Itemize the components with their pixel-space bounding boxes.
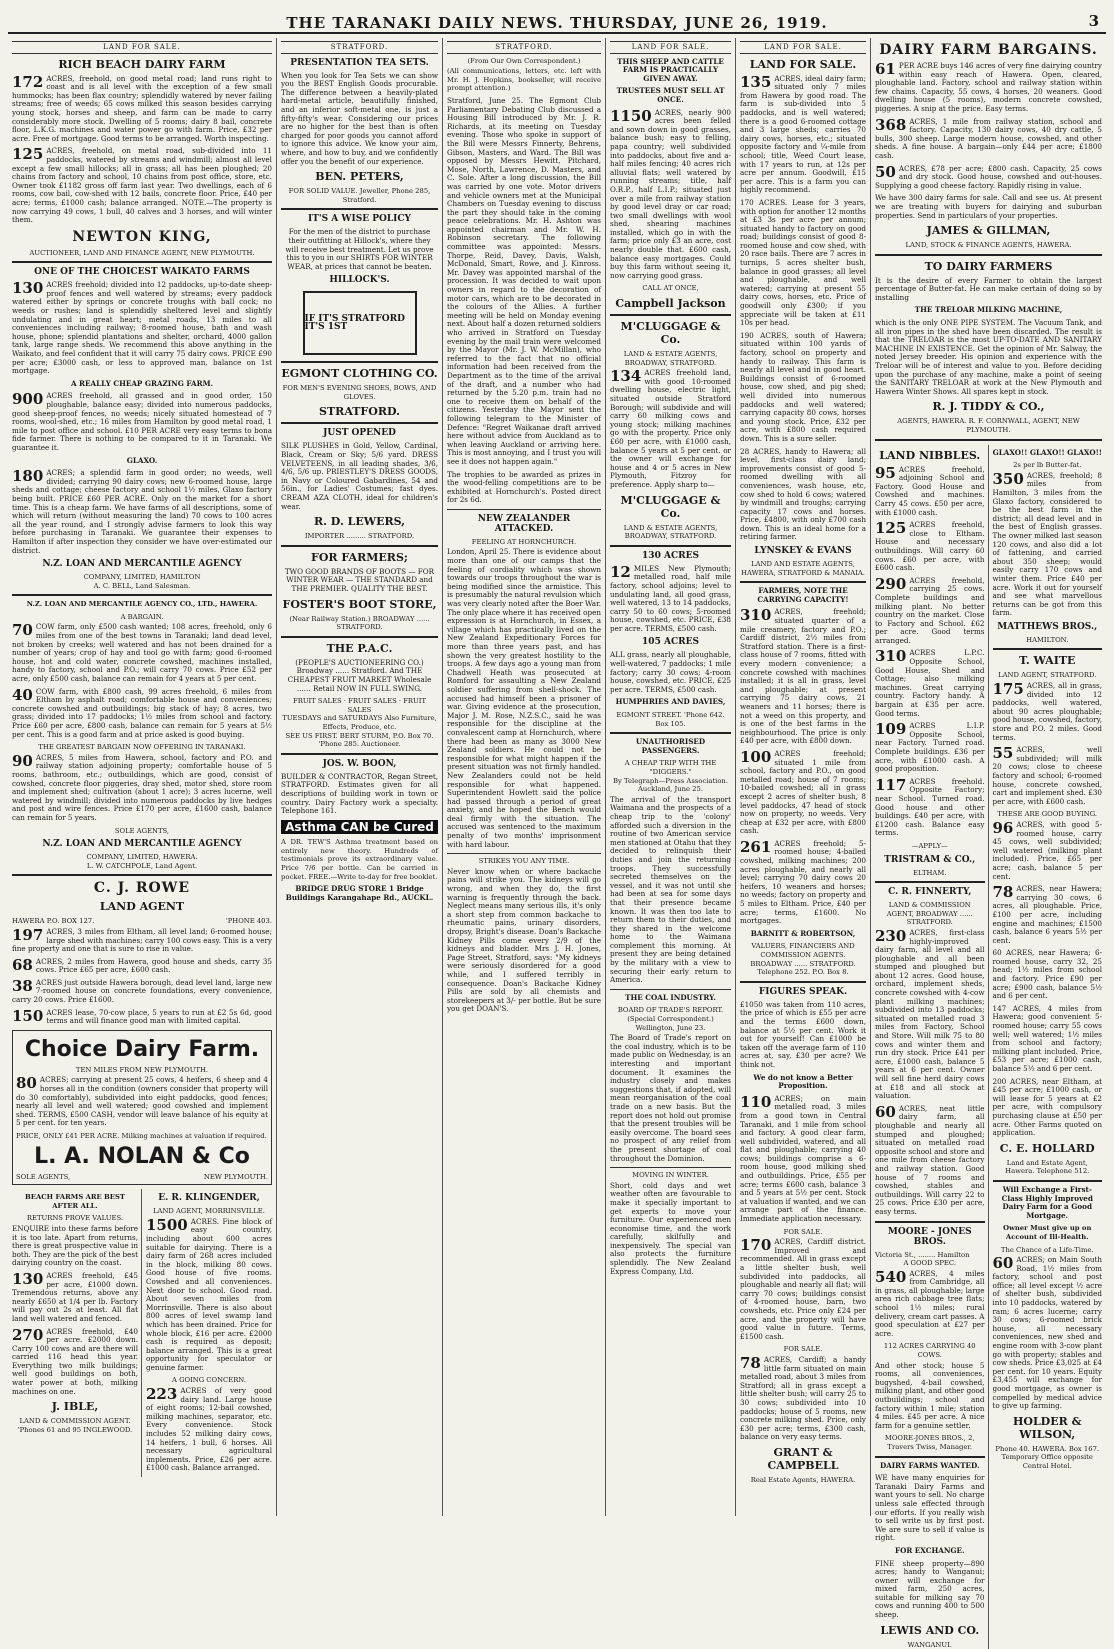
agent-name: M'CLUGGAGE & Co.	[620, 320, 721, 347]
ad-item: 70 COW farm, only £500 cash wanted; 108 acres, freehold, only 6 miles from one of the best towns in Taranaki; land dead level, not broken by creeks; well watered and has not been drained for a number of years; crop of hay and tool go with farm; good 6-roomed house, hot and cold water, concrete cowshed, machines installed, handy to factory, school and P.O.; will carry 70 cows. Price £52 per acre, only £500 cash, balance can remain for 4 years at 5 per cent.	[12, 621, 272, 684]
agent-name: R. J. TIDDY & CO.,	[932, 400, 1045, 414]
news-subhead: A CHEAP TRIP WITH THE "DIGGERS."	[624, 759, 717, 776]
ad-text: And other stock; house 5 rooms, all conveniences, bugyshed, 4-bail cowshed, milking plant, and other good outbuildings; school and factory within 1 mile; station 4 miles. £45 per acre. A nice farm for a genuine settler.	[875, 1360, 985, 1430]
ad-item: 310 ACRES L.P.C. Opposite School, Good House, Shed and Cottage; also milking machines. Great carrying country. Factory handy. A bargain at £35 per acre. Good terms.	[875, 647, 985, 718]
ad-item: 40 COW farm, with £800 cash, 99 acres freehold, 6 miles from Eltham by asphalt road; comfortable house and conveniences; concrete cowshed and outbuildings; big stack of hay; 8 acres, two grass; divided into 17 paddocks; 1½ miles from school and factory. Price £60 per acre, £800 cash, balance can remain for 5 years at 5½ per cent. This is a good farm and at price asked is good buying.	[12, 685, 272, 739]
ad-title: RICH BEACH DAIRY FARM	[58, 57, 226, 71]
section-heading: STRATFORD.	[281, 41, 438, 54]
ad-item: 80 ACRES; carrying at present 25 cows, 4 heifers, 6 sheep and 4 horses all in the condition (owners consider that property will do 30 comfortably), subdivided into eight paddocks, good fences; nearly all level and well watered; good cowshed and implement shed. TERMS, £500 CASH, vendor will leave balance of his equity at 5 per cent. for ten years.	[16, 1074, 268, 1128]
agent-name: R. D. LEWERS,	[314, 515, 405, 529]
section-heading: STRATFORD.	[447, 41, 601, 54]
ad-title: THE P.A.C.	[326, 641, 393, 655]
ad-text: £1050 was taken from 110 acres, the price of which is £55 per acre and the terms £600 down, balance at 5½ per cent. Work it out for yourself! Can £1000 be taken off the average farm of 110 acres at, say, £30 per acre? We think not.	[740, 999, 866, 1069]
sub-heading: THE TRELOAR MILKING MACHINE,	[914, 305, 1063, 315]
news-text: London, April 25. There is evidence about more than one of our camps that the feeling of cordiality which was shown towards our troops throughout the war is being modified since the armistice. This is presumably the natural revulsion which was very clearly noted after the Boer War. The only place where it has received open expression is at Hornchurch, in Essex, a village which has practically lived on the New Zealand Expeditionary Forces for more than three years past, and has shown the very greatest hostility to the troops. A few days ago a young man from Chadwell Heath was prosecuted at Romford for assaulting a New Zealand soldier suffering from shell-shock. The accused had himself been a prisoner of war. Giving evidence at the prosecution, Major J. M. Rose, N.Z.S.C., said he was responsible for the discipline at the convalescent camp at Hornchurch, where there had been as many as 3000 New Zealand soldiers. He could not be responsible for what might happen if the present situation was not firmly handled. New Zealanders could not be held responsible for what happened. Superintendent Howlett said the police had passed through a period of great anxiety, and he hoped the Bench would deal firmly with the situation. The accused was sentenced to the maximum penalty of two months' imprisonment with hard labour.	[447, 547, 601, 849]
agent-sub: WANGANUI.	[907, 1640, 952, 1649]
sub-heading: TEN MILES FROM NEW PLYMOUTH.	[75, 1065, 209, 1074]
news-text: The trophies to be awarded as prizes in the wood-felling competitions are to be exhibited at Hornchurch's. Posted direct for 2s 6d.	[447, 469, 601, 505]
news-subhead: STRIKES YOU ANY TIME.	[478, 857, 570, 866]
agent-name: N.Z. LOAN AND MERCANTILE AGENCY CO., LTD., HAWERA.	[26, 600, 258, 609]
ad-title: FOR EXCHANGE.	[894, 1545, 965, 1555]
ad-item: 310 ACRES, freehold; situated quarter of a mile creamery, factory and P.O.; Cardiff district, 2½ miles from Stratford station. There is a first-class house of 7 rooms, fitted with every modern convenience; a concrete cowshed with machines installed; it is all in grass, level and ploughable; at present carrying 75 dairy cows, 21 weaners and 11 horses; there is not a weed on this property, and is one of the best farms in the neighbourhood. The price is only £40 per acre, with £800 down.	[740, 606, 866, 746]
agent-name: JOS. W. BOON,	[322, 758, 397, 769]
agent-sub: (Near Railway Station.) BROADWAY ...... STRATFORD.	[289, 614, 430, 632]
ad-item: 270 ACRES freehold, £40 per acre. £2000 down. Carry 100 cows and are there will carried 116 head this year. Everything two milk buildings; well good buildings on both, water power at both, milking machines on one.	[12, 1325, 138, 1396]
ad-banner: Asthma CAN be Cured	[281, 820, 438, 835]
agent-name: GRANT & CAMPBELL	[767, 1445, 839, 1472]
ad-title: DAIRY FARMS WANTED.	[880, 1460, 980, 1470]
ad-text: 200 ACRES, near Eltham, at £45 per acre; £1000 cash, or will lease for 5 years at £2 per acre, with compulsory purchasing clause at £50 per acre. Other Farms quoted on application.	[992, 1076, 1102, 1138]
ad-text: For the men of the district to purchase their outfitting at Hillock's, where they will receive best treatment. Let us prove this to you in our SHIRTS FOR WINTER WEAR, at prices that cannot be beaten.	[285, 227, 434, 271]
sub-heading: 2s per lb Butter-fat.	[1013, 461, 1082, 470]
ad-item: 61 PER ACRE buys 146 acres of very fine dairying country within easy reach of Hawera. Open, cleared, ploughable land. Factory, school and railway station within few chains. Capacity, 55 cows, 4 horses, 20 weaners. Good dwelling house (5 rooms), modern concrete cowshed, piggeries. A snip at the price. Easy terms.	[875, 60, 1102, 113]
ad-text: BUILDER & CONTRACTOR, Regan Street, STRATFORD. Estimates given for all descriptions of building work in town or country. Dairy Factory work a specialty. Telephone 161.	[281, 771, 438, 816]
agent-sub: MOORE-JONES BROS., 2, Travers Twiss, Manager.	[884, 1434, 975, 1451]
ad-item: 261 ACRES freehold; 5-roomed house; 4-bailed cowshed, milking machines; 200 acres ploughable, and nearly all level; carrying 70 dairy cows 20 heifers, 10 weaners and horses; no weeds; factory on property and 5 miles to Eltham. Price, £40 per acre; terms, £1600. No mortgages.	[740, 837, 866, 926]
ad-text: WE have many enquiries for Taranaki Dairy Farms and want yours to sell. No charge unless sale effected through our efforts. If you really wish to sell write us by first post. We are sure to sell if value is right.	[875, 1473, 985, 1543]
sub-heading: CALL AT ONCE,	[642, 284, 699, 293]
ad-item: 125 ACRES, freehold, on metal road, sub-divided into 11 paddocks, watered by streams and windmill; almost all level except a few small hillocks; all in grass; all has been ploughed; 20 chains from factory and school, 10 chains from post office, store, etc. Owner took £1182 gross off farm last year. Two dwellings, each of 6 rooms, cow bail, cow-shed with 12 bails, concrete floor. Price, £40 per acre; terms, £1000 cash; balance arranged. NOTE.—The property is now carrying 49 cows, 1 bull, 40 calves and 3 horses, and will winter them.	[12, 145, 272, 225]
byline: By Telegraph—Press Association. Auckland, June 25.	[613, 776, 728, 794]
column-5	[736, 38, 871, 1516]
agent-name: N.Z. LOAN AND MERCANTILE AGENCY	[42, 839, 242, 850]
ad-item: 150 ACRES lease, 70-cow place, 5 years to run at £2 5s 6d, good terms and will finance good man with limited capital.	[12, 1006, 272, 1026]
ad-item: 900 ACRES freehold, all grassed and in good order, 150 ploughable, balance easy; divided into numerous paddocks, good sheep-proof fences, no weeds; nicely situated homestead of 7 rooms, wool-shed, etc.; 16 miles from Hamilton by good metal road, 1 mile to post office and school. £10 PER ACRE very easy terms to bona fide farmer. There is nothing to be compared to it in Taranaki. We guarantee it.	[12, 390, 272, 452]
ad-item: 78 ACRES, near Hawera; carrying 30 cows, 6 acres, all ploughable. Price, £100 per acre, including engine and machines; £1500 cash, balance 6 years 5½ per cent.	[992, 883, 1102, 945]
location-heading: STRATFORD.	[319, 405, 400, 419]
ad-item: 350 ACRES, freehold; 8 miles from Hamilton, 3 miles from the Glaxo factory, considered to be the best farm in the district; all dead level and in the best of English grasses. The owner milked last season 120 cows, and also did a lot of fattening, and carried about 350 sheep; would easily carry 170 cows and winter them. Price £40 per acre. Work it out for yourself and see what marvellous returns can be got from this farm.	[992, 469, 1102, 618]
ad-title: ONE OF THE CHOICEST WAIKATO FARMS	[34, 267, 250, 278]
agent-name: JAMES & GILLMAN,	[926, 224, 1051, 238]
sub-heading: —APPLY—	[911, 841, 948, 850]
ad-item: 90 ACRES, 5 miles from Hawera, school, factory and P.O. and railway station adjoining property; comfortable house of 5 rooms, bathroom, etc.; outbuildings, which are good, consist of cowshed, concrete floor piggeries, dray shed, motor shed, store room and implement shed; cultivation (about 1 acre); 3 acres lucerne, well watered by windmill; divided into numerous paddocks by live hedges and post and wire fences. Price £170 per acre, £1600 cash, balance can remain for 5 years.	[12, 751, 272, 822]
masthead	[8, 6, 1106, 34]
sub-heading: A REALLY CHEAP GRAZING FARM.	[70, 378, 214, 388]
ad-text: 170 ACRES. Lease for 3 years, with option for another 12 months at £3 3s per acre per annum; situated handy to factory on good road; buildings consist of good 8-roomed house and cow shed, with 20 race bails. There are 7 acres in turnips, 5 acres shelter bush, balance in good grasses; all level and ploughable, and well watered; carrying at present 55 dairy cows, horses, etc. Price of goodwill only £300; if you appreciate will be taken at £11 10s per head.	[740, 197, 866, 328]
ad-item: 1150 ACRES, nearly 900 acres been felled and sown down in good grasses, balance bush; easy to felling, papa country; well subdivided into paddocks, about five and a-half miles fencing; 40 acres rich alluvial flats; well watered by running streams; title, half O.R.P., half L.I.P.; situated just over a mile from railway station by good level dray or car road; two small dwellings with wool shed, shearing machines installed, which go in with the farm; price only £3 an acre, cost nearly double that. £600 cash, balance easy mortgages. Could buy this farm without seeing it, now carrying good grass.	[610, 106, 731, 280]
ad-text: FINE sheep property—890 acres; handy to Wanganui; owner will exchange for mixed farm, 250 acres, suitable for milking say 70 cows and running 400 to 500 sheep.	[875, 1558, 985, 1620]
agent-name: LYNSKEY & EVANS	[754, 546, 852, 557]
agent-name: FOSTER'S BOOT STORE,	[282, 597, 437, 611]
section-heading: LAND FOR SALE.	[12, 41, 272, 54]
sub-heading: FOR SALE.	[783, 1227, 823, 1236]
page-number: 3	[1088, 12, 1100, 30]
section-heading: LAND FOR SALE.	[740, 41, 866, 54]
agent-name: J. IBLE,	[51, 1400, 99, 1414]
agent-sub: LAND AGENT, MORRINSVILLE.	[153, 1207, 265, 1216]
columns	[8, 38, 1106, 1649]
agent-sub: L. W. CATCHPOLE, Land Agent.	[86, 861, 198, 870]
agent-sub: Real Estate Agents, HAWERA.	[750, 1475, 856, 1484]
ad-text: When you look for Tea Sets we can show you the BEST English Goods procurable. The difference between a heavily-plated hard-metal article, beautifully finished, and an inferior soft-metal one, is just a fifty-fifty's wear. Considering our prices are no higher for the best than is often charged for poor goods you cannot afford to ignore this advice. We know your aim, where, and how to buy, and we confidently offer you the benefit of our experience.	[281, 70, 438, 166]
ad-text: TUESDAYS and SATURDAYS Also Furniture, Effects, Produce, etc.	[282, 714, 437, 731]
sub-heading: THESE ARE GOOD BUYING.	[997, 810, 1098, 819]
ad-item: 172 ACRES, freehold, on good metal road; land runs right to coast and is all level with the exception of a few small hummocks; has been flax country; splendidly watered by never failing streams; free of weeds; 65 cows milked this season besides carrying young stock, horses and sheep, and farm can be made to carry considerably more stock. Dwelling of 5 rooms; dairy 8 bail, concrete floor, L.K.G. machines and water power go with farm. Price, £32 per acre. Free of mortgage. Good terms to be arranged. Worth inspecting.	[12, 72, 272, 143]
ad-text: 190 ACRES, south of Hawera; situated within 100 yards of factory, school on property and handy to railway. This farm is nearly all level and in good heart. Buildings consist of 6-roomed house, cow shed, and pig shed; well divided into numerous paddocks and well watered; carrying capacity 80 cows, horses and young stock. Price, £32 per acre, with £800 cash required down. This is a sure seller.	[740, 330, 866, 443]
agent-sub: LAND & ESTATE AGENTS, BROADWAY, STRATFORD.	[623, 523, 718, 541]
ad-title: LAND NIBBLES.	[879, 448, 981, 462]
agent-sub: VALUERS, FINANCIERS AND COMMISSION AGENTS. BROADWAY ...... STRATFORD. Telephone 252. P.O. Box 8.	[750, 942, 856, 977]
ad-text: ALL grass, nearly all ploughable, well-watered, 7 paddocks; 1 mile factory; carry 30 cows; 4-room house, cowshed, etc. PRICE, £25 per acre. TERMS, £500 cash.	[610, 650, 731, 694]
ad-block	[993, 445, 1103, 1649]
agent-name: HUMPHRIES AND DAVIES,	[615, 697, 726, 707]
agent-sub: SOLE AGENTS,	[16, 1172, 71, 1181]
ad-item: 540 ACRES, 4 miles from Cambridge, all in grass, all ploughable; large area rich cabbage tree flats; school 1½ miles; rural delivery, cream cart passes. A good speculation at £27 per acre.	[875, 1267, 985, 1338]
ad-text: 60 ACRES, near Hawera; 6-roomed house, carry 32, 25 head; 1½ miles from school and factory. Price £90 per acre; £900 cash, balance 5½ and 6 per cent.	[992, 948, 1102, 1001]
column-2	[277, 38, 443, 1516]
sub-heading: We do not know a Better Proposition.	[753, 1072, 853, 1091]
agent-sub: LAND & ESTATE AGENTS, BROADWAY, STRATFORD.	[623, 350, 718, 367]
ad-title: BEACH FARMS ARE BEST AFTER ALL.	[25, 1193, 125, 1210]
ad-item: 78 ACRES, Cardiff; a handy little farm situated on main metalled road, about 3 miles from Stratford; all in grass except a little shelter bush; will carry 25 to 30 cows; subdivided into 10 paddocks; house of 5 rooms, new concrete milking shed. Price, only £30 per acre; terms, £300 cash, balance on very easy terms.	[740, 1353, 866, 1442]
news-text: The Board of Trade's report on the coal industry, which is to be made public on Wednesday, is an interesting and important document. It examines the industry closely and makes suggestions that, if adopted, will mean reorganisation of the coal trade on a new basis. But the report does not hold out promise that the present troubles will be easily overcome. The board sees no prospect of any relief from the present shortage of coal throughout the Dominion.	[610, 1033, 731, 1163]
section-heading: LAND FOR SALE.	[610, 41, 731, 54]
ad-title: FARMERS, NOTE THE CARRYING CAPACITY!	[757, 586, 849, 604]
ad-text: SILK PLUSHES in Gold, Yellow, Cardinal, Black, Cream or Sky; 5/6 yard. DRESS VELVETEENS, in all leading shades, 3/6, 4/6, 5/6 up. PRIESTLEY'S DRESS GOODS, in Navy or Coloured Gabardines, 54 and 56in., for Ladies' Costumes; fast dyes. CREAM AZA CLOTH, ideal for children's wear.	[281, 441, 438, 511]
agent-sub: AGENTS, HAWERA. R. F. CORNWALL, AGENT, NEW PLYMOUTH.	[897, 417, 1080, 434]
sub-heading: 112 ACRES CARRYING 40 COWS.	[883, 1342, 976, 1360]
agent-name: M'CLUGGAGE & Co.	[620, 493, 721, 520]
agent-sub: COMPANY, LIMITED, HAWERA.	[86, 853, 198, 862]
agent-name: BEN. PETERS,	[315, 170, 404, 184]
agent-name: LEWIS AND CO.	[880, 1623, 980, 1637]
agent-name: NEWTON KING,	[72, 228, 212, 245]
agent-sub: IMPORTER ......... STRATFORD.	[304, 532, 415, 541]
ad-title: EGMONT CLOTHING CO.	[281, 367, 438, 381]
ad-item: 125 ACRES freehold, close to Eltham. House and necessary outbuildings. Will carry 60 cows. £60 per acre, with £600 cash.	[875, 519, 985, 573]
agent-sub: LAND AGENT, STRATFORD.	[998, 671, 1097, 680]
news-headline: NEW ZEALANDER ATTACKED.	[477, 513, 571, 534]
split-ads	[875, 445, 1102, 1649]
ad-item: 368 ACRES, 1 mile from railway station, school and factory. Capacity, 130 dairy cows, 40 dry cattle, 5 bulls, 300 sheep. Large modern house, cowshed, and other sheds. A fine house. A bargain—only £44 per acre; £1800 cash.	[875, 115, 1102, 160]
news-text: Stratford, June 25. The Egmont Club Parliamentary Debating Club discussed a Housing Bill introduced by Mr. J. R. Richards, at its meeting on Tuesday evening. Those who spoke in support of the Bill were Messrs Finnerty, Behrens, Gibson, Masters, and Ward. The Bill was opposed by Messrs Hewitt, Pitchard, Mose, North, Lawrence, D. Masters, and C. Sole. After a long discussion, the Bill was carried by one vote. Motor drivers and vehicle owners met at the Municipal Chambers on Tuesday evening to discuss the part they should take in the coming peace celebrations. Mr. H. Ashton was appointed chairman and Mr. W. H. Robinson secretary. The following committee was appointed: Messrs. Thorpe, Reid, Davey, Davis, Walsh, McDonald, Smart, Rowe, and J. Kinross. Mr. Davey was appointed marshal of the procession. It was decided to wait upon owners in regard to the decoration of motor cars, which are to be decorated in the colours of the Allies. A further meeting will be held on Monday evening next. About half a dozen returned soldiers who arrived in Stratford on Tuesday evening by the mail train were welcomed by the Mayor (Mr. J. W. McMillan), who referred to the fact that no official information had been received from the Department as to the time of the arrival of the draft, and a number who had returned by the 5.20 p.m. train had no one to receive them on behalf of the citizens. Yesterday the Mayor sent the following telegram to the Minister of Defence: "Regret Waikanae draft arrived here without advice from Auckland as to when leaving Auckland or arriving here. This is most annoying, and I trust you will see it does not happen again."	[447, 95, 601, 466]
agent-address: HAWERA P.O. BOX 127.	[12, 917, 95, 926]
agent-name: C. R. FINNERTY,	[888, 887, 972, 898]
agent-name: BRIDGE DRUG STORE 1 Bridge Buildings Karangahape Rd., AUCKL.	[285, 884, 434, 902]
agent-sub: FOR SOLID VALUE. Jeweller, Phone 285, Stratford.	[288, 187, 431, 204]
ad-text: 147 ACRES, 4 miles from Hawera; good convenient 5-roomed house; carry 55 cows well; well watered; 1½ miles from school and factory; milking plant included. Price, £53 per acre; £1000 cash, balance 5½ and 6 per cent.	[992, 1003, 1102, 1073]
ad-text: 28 ACRES, handy to Hawera; all level, first-class dairy land; improvements consist of good 5-roomed dwelling with all conveniences, wash house, etc, cow shed to hold 6 cows; watered by windmill and troughs; carrying capacity 17 cows and horses. Price, £4800, with only £700 cash down. This is an ideal home for a retiring farmer.	[740, 446, 866, 542]
ad-item: 95 ACRES freehold, adjoining School and Factory. Good House and Cowshed and machines. Carry 45 cows. £50 per acre, with £1000 cash.	[875, 463, 985, 517]
ad-item: 135 ACRES, ideal dairy farm; situated only 7 miles from Hawera by good road. The farm is sub-divided into 5 paddocks, and is well watered; there is a good 6-roomed cottage and 3 large sheds; carries 70 dairy cows, horses, etc.; situated opposite factory and ¼-mile from school; title, Weed Court lease, with 17 years to run, at 12s per acre per annum. Goodwill, £15 per acre. This is a farm you can highly recommend.	[740, 72, 866, 195]
byline: (From Our Own Correspondent.)	[467, 56, 581, 65]
sub-heading: GLAXO.	[126, 455, 158, 465]
column-4	[606, 38, 736, 1516]
ad-item: 130 ACRES freehold, £45 per acre, £1000 down. Tremendous returns, above any nearly £650 at 1/4 per lb. Factory will pay out 2s at least. All flat land well watered and fenced.	[12, 1269, 138, 1323]
agent-sub: ELTHAM.	[913, 868, 947, 877]
agent-sub: COMPANY, LIMITED, HAMILTON	[83, 573, 201, 582]
ad-text: FRUIT SALES · FRUIT SALES · FRUIT SALES	[292, 697, 427, 714]
ad-block	[146, 1189, 272, 1477]
news-text: Short, cold days and wet weather often are favourable to make it specially important to get experts to move your furniture. Our experienced men economise time, and the work carefully, skilfully and inexpensively. The special van also protects the furniture splendidly. The New Zealand Express Company, Ltd.	[610, 1180, 731, 1276]
ad-item: 180 ACRES; a splendid farm in good order; no weeds, well divided; carrying 90 dairy cows; new 6-roomed house, large sheds and cottage; cheese factory and school 1½ miles, Glaxo factory being built. PRICE £60 PER ACRE. Only on the market for a short time. This is a cheap farm. We have farms of all descriptions, some of which will return (without measuring the land) 70 cows to 100 acres all the year round, and I strongly advise farmers to look this way before purchasing in Taranaki. We guarantee their expenses to Hamilton if after inspection they consider we have over-estimated our district.	[12, 467, 272, 555]
agent-name: E. R. KLINGENDER,	[158, 1193, 260, 1204]
ad-text: SEE US FIRST. BERT STURM, P.O. Box 70. 'Phone 285. Auctioneer.	[285, 731, 434, 749]
agent-name: Campbell Jackson	[615, 297, 726, 311]
ad-item: 175 ACRES, all in grass, divided into 12 paddocks, well watered, about 90 acres ploughable; good house, cowshed, factory, store and P.O. 2 miles. Good terms.	[992, 680, 1102, 742]
agent-name: T. WAITE	[1019, 654, 1076, 668]
agent-name: C. E. HOLLARD	[999, 1141, 1095, 1155]
news-text: The arrival of the transport Waimana and the prospects of a cheap trip to the 'colony' afforded such a diversion in the routine of two American service men stationed at Otahu that they decided to relinquish their duties and join the returning troops. They successfully secreted themselves on the vessel, and it was not until she had been at sea for some days that their presence became known. It was then too late to return them to their duties, and they shared in the welcome home to the Waimana complement this morning. At present they are being detained by the military with a view to securing their early return to America.	[610, 794, 732, 985]
ad-item: 223 ACRES of very good dairy land. Large house of eight rooms; 12-bail cowshed, milking machines, separator, etc. Every convenience. Stock includes 52 milking dairy cows, 14 heifers, 1 bull, 6 horses. All necessary agricultural implements. Price, £26 per acre. £1000 cash. Balance arranged.	[146, 1385, 272, 1473]
agent-phone: 'PHONE 403.	[225, 917, 272, 926]
agent-sub: Victoria St., ........ Hamilton	[875, 1250, 970, 1259]
boxed-ad	[12, 1030, 272, 1185]
column-6	[871, 38, 1106, 1649]
ad-item: 38 ACRES just outside Hawera borough, dead level land, large new 7-roomed house on concrete foundations, every convenience, carry 20 cows. Price £1600.	[12, 976, 272, 1005]
ad-item: 60 ACRES, neat little dairy farm, all ploughable and nearly all stumped and ploughed; situated on metalled road opposite school and store and one mile from cheese factory and railway station. Good house of 7 rooms and cowshed, stables and outbuildings. Will carry 22 to 25 cows. Price £30 per acre, easy terms.	[875, 1102, 985, 1216]
ad-item: 117 ACRES freehold. Opposite Factory; near School. Turned road. Good house and other buildings. £40 per acre, with £1200 cash. Balance easy terms.	[875, 775, 985, 838]
ad-item: 96 ACRES, with good 5-roomed house, carry 45 cows, well subdivided; well watered (milking plant included). Price, £65 per acre; cash, balance 5 per cent.	[992, 818, 1102, 881]
ad-item: 290 ACRES freehold, carrying 25 cows. Complete buildings and milking plant. No better country on the market. Close to Factory and School. £62 per acre. Good terms arranged.	[875, 574, 985, 645]
agent-sub: EGMONT STREET. 'Phone 642. Box 105.	[616, 711, 725, 728]
news-headline: UNAUTHORISED PASSENGERS.	[635, 737, 706, 755]
ad-title: JUST OPENED	[323, 428, 396, 439]
news-subhead: BOARD OF TRADE'S REPORT. (Special Correspondent.) Wellington, June 23.	[617, 1006, 724, 1032]
ad-title: TRUSTEES MUST SELL AT ONCE.	[616, 86, 725, 104]
ad-item: 55 ACRES, well subdivided; will milk 20 cows; close to cheese factory and school; 6-roomed house, concrete cowshed, cart and implement shed. £30 per acre, with £600 cash.	[992, 744, 1102, 806]
agent-sub: NEW PLYMOUTH.	[203, 1172, 268, 1181]
agent-name: HILLOCK'S.	[329, 275, 390, 286]
ad-item: 230 ACRES, first-class highly-improved dairy farm, all level and all ploughable and all been stumped and ploughed but about 12 acres. Good house, orchard, implement sheds, concrete cowshed with 4-cow plant milking machines; subdivided into 13 paddocks; situated on metalled road 3 miles from Factory, School and Store. Will milk 75 to 80 cows and winter them and run dry stock. Price £41 per acre, £1000 cash, balance 5 years at 6 per cent. Owner will sell fine herd dairy cows at £18 and all stock at valuation.	[875, 926, 985, 1101]
split-ads	[12, 1189, 272, 1477]
agent-name: MATTHEWS BROS.,	[997, 621, 1098, 632]
ad-title: 130 ACRES	[642, 550, 699, 561]
ad-text: (PEOPLE'S AUCTIONEERING CO.) Broadway ...... Stratford. And THE CHEAPEST FRUIT MARKET Wholesale ...... Retail NOW IN FULL SWING.	[287, 657, 432, 693]
agent-sub: A. C. BELL, Land Salesman.	[93, 581, 191, 590]
column-1	[8, 38, 277, 1516]
ad-text: A DR. TEW'S Asthma treatment based on entirely new theory. Hundreds of testimonials prove its extraordinary value. Price 7/6 per bottle. Can be carried in pocket. FREE.—Write to-day for free booklet.	[281, 838, 438, 881]
ad-price: PRICE, ONLY £41 PER ACRE. Milking machines at valuation if required.	[16, 1132, 267, 1140]
sub-heading: FOR SALE.	[783, 1345, 823, 1354]
ad-item: 60 ACRES; on Main South Road, 1½ miles from factory, school and post office; all level except ½ acre of shelter bush, subdivided into 10 paddocks, watered by ram; 6 acres lucerne; carry 30 cows; 6-roomed brick house, all necessary conveniences, new shed and engine room with 3-cow plant go with property; stables and cow sheds. Price £3,025 at £4 per cent. for 10 years. Equity £3,455 will exchange for good mortgage, as owner is compelled by medical advice to give up farming.	[992, 1254, 1102, 1411]
ad-text: FOR MEN'S EVENING SHOES, BOWS, AND GLOVES.	[282, 384, 437, 401]
sub-heading: THE GREATEST BARGAIN NOW OFFERING IN TARANAKI.	[38, 743, 246, 752]
agent-name: BARNITT & ROBERTSON,	[750, 928, 856, 938]
agent-sub: HAMILTON.	[1026, 635, 1069, 644]
note: (All communications, letters, etc. left with Mr. H. J. Hopkins, bookseller, will receive prompt attention.)	[447, 67, 601, 93]
agent-sub: LAND & COMMISSION AGENT, BROADWAY ...... STRATFORD.	[886, 901, 973, 927]
ad-item: 197 ACRES, 3 miles from Eltham, all level land; 6-roomed house; large shed with machines; carry 100 cows easy. This is a very fine property and one that is sure to rise in value.	[12, 925, 272, 954]
ad-block	[12, 1189, 142, 1477]
ad-item: 134 ACRES freehold land, with good 10-roomed dwelling house, electric light, situated outside Stratford Borough; will subdivide and will carry 60 milking cows and young stock; milking machines go with the property. Price only £60 per acre, with £1000 cash, balance 5 years at 5 per cent. or the owner will exchange for house and 4 or 5 acres in New Plymouth, Fitzroy for preference. Apply sharp to—	[610, 367, 731, 489]
column-3	[443, 38, 606, 1516]
stratford-logo: IF IT'S STRATFORD IT'S 1ST	[303, 291, 417, 355]
ad-text: which is the only ONE PIPE SYSTEM. The Vacuum Tank, and all iron pipes in the shed have been discarded. The result is that the TRELOAR is the most UP-TO-DATE AND SANITARY MACHINE IN EXISTENCE. Get the opinion of Mr. Salway, the noted Jersey breeder. His opinion and experience with the Treloar will be of interest and value to you. Before deciding upon the purchase of any machine, make a point of seeing the SANITARY TRELOAR at work at the New Plymouth and Hawera Winter Shows. All spares kept in stock.	[875, 318, 1102, 396]
agent-sub: Land and Estate Agent, Hawera. Telephone 512.	[1005, 1158, 1090, 1176]
ad-title: 105 ACRES	[642, 637, 699, 648]
ad-title: Choice Dairy Farm.	[24, 1036, 260, 1062]
news-subhead: FEELING AT HORNCHURCH.	[471, 537, 577, 546]
ad-item: 1500 ACRES. Fine block of easy country, including about 600 acres suitable for dairying. There is a dairy farm of 268 acres included in the block, milking 80 cows. Good house of five rooms. Cowshed and all conveniences. Next door to school. Good road. About seven miles from Morrinsville. There is also about 800 acres of level swamp land which has been drained. Price for whole block, £16 per acre. £2000 cash is required as deposit; balance arranged. This is a great opportunity for speculator or genuine farmer.	[146, 1215, 272, 1372]
agent-name: MOORE - JONES BROS.	[887, 1226, 972, 1247]
agent-sub: LAND & COMMISSION AGENT. 'Phones 61 and 95 INGLEWOOD.	[17, 1417, 133, 1434]
ad-block	[875, 445, 989, 1649]
sub-heading: A BARGAIN.	[120, 612, 164, 621]
sub-heading: The Chance of a Life-Time.	[1000, 1245, 1094, 1254]
ad-text: We have 300 dairy farms for sale. Call and see us. At present we are treating with buyers for dairying and suburban properties. Send in particulars of your properties.	[875, 193, 1102, 220]
ad-item: 68 ACRES, 2 miles from Hawera, good house and sheds, carry 35 cows. Price £65 per acre, £600 cash.	[12, 955, 272, 975]
ad-item: 12 MILES New Plymouth; metalled road, half mile factory, school adjoins; level to undulating land, all good grass, well watered, 13 to 14 paddocks, carry 50 to 60 cows; 5-roomed house, cowshed, etc. PRICE, £38 per acre. TERMS, £500 cash.	[610, 562, 731, 633]
agent-name: HOLDER & WILSON,	[1012, 1414, 1082, 1441]
sub-heading: A GOOD SPEC.	[903, 1259, 957, 1268]
agent-sub: LAND AND ESTATE AGENTS, HAWERA, STRATFORD & MANAIA.	[741, 560, 865, 577]
ad-item: 100 ACRES freehold; situated 1 mile from school, factory and P.O., on good metalled road; house of 7 rooms; 10-bailed cowshed; all in grass except 2 acres of shelter bush, 8 level paddocks, 47 head of stock now on property, no weeds. Very cheap at £32 per acre, with £800 cash.	[740, 747, 866, 836]
agent-sub: AUCTIONEER, LAND AND FINANCE AGENT, NEW PLYMOUTH.	[29, 248, 255, 257]
ad-title: LAND FOR SALE.	[749, 57, 857, 71]
agent-name: L. A. NOLAN & Co	[34, 1143, 250, 1169]
sub-heading: SOLE AGENTS,	[114, 826, 170, 835]
agent-name: TRISTRAM & CO.,	[884, 854, 976, 865]
ad-title: Will Exchange a First-Class Highly Improved Dairy Farm for a Good Mortgage.	[1001, 1184, 1093, 1220]
news-headline: THE COAL INDUSTRY.	[625, 992, 716, 1002]
ad-text: It is the desire of every Farmer to obtain the largest percentage of Butter-fat. He can make certain of doing so by installing	[875, 275, 1102, 302]
ad-title: FIGURES SPEAK.	[758, 986, 848, 997]
ad-title: IT'S A WISE POLICY	[308, 214, 411, 225]
ad-title: PRESENTATION TEA SETS.	[290, 57, 429, 68]
ad-title: TO DAIRY FARMERS	[924, 259, 1053, 273]
masthead-title: THE TARANAKI DAILY NEWS. THURSDAY, JUNE 26, 1919.	[286, 14, 828, 32]
ad-item: 110 ACRES; on main metalled road, 3 miles from a good town in Central Taranaki, and 1 mile from school and factory. A good clear farm, well subdivided, watered, and all flat and ploughable; carrying 40 cows; buildings comprise a 6-room house, good milking shed and outbuildings. Price, £55 per acre; terms £600 cash, balance 3 and 5 years at 5½ per cent. Stock at valuation if wanted, and we can arrange part of the finance. Immediate application necessary.	[740, 1092, 866, 1224]
agent-name: C. J. ROWE	[93, 880, 191, 897]
agent-sub: LAND AGENT	[99, 900, 185, 914]
sub-heading: RETURNS PROVE VALUES.	[26, 1214, 124, 1223]
news-subhead: MOVING IN WINTER.	[632, 1171, 709, 1180]
agent-sub: LAND, STOCK & FINANCE AGENTS, HAWERA.	[905, 241, 1072, 250]
news-text: Never know when or where backache pains will strike you. The kidneys will go wrong, and when they do, the first warning is frequently through the back. Neglect means many serious ills, it's only a short step from common backache to rheumatic pains, urinary disorders, dropsy, Bright's disease. Doan's Backache Kidney Pills come every 2/9 of the kidneys and bladder. Mrs J. H. Jones, Page Street, Stratford, says: "My kidneys were seriously disordered for a good while, and I suffered terribly in consequence. Doan's Backache Kidney Pills are sold by all chemists and storekeepers at 3/- per bottle. But be sure you get DOAN'S.	[447, 866, 601, 1014]
ad-item: 109 ACRES L.I.P. Opposite School, near Factory. Turned road. Complete buildings. £36 per acre, with £1000 cash. A good proposition.	[875, 720, 985, 774]
ad-item: 50 ACRES, £78 per acre; £800 cash. Capacity, 25 cows and dry stock. Good house, cowshed and out-houses. Supplying a good cheese factory. Rapidly rising in value.	[875, 162, 1102, 190]
ad-item: 170 ACRES, Cardiff district. Improved and recommended. All in grass except a little shelter bush, well subdivided into paddocks, all ploughable and nearly all flat; will carry 70 cows; buildings consist of 4-roomed house, barn, two cowsheds, etc. Price only £24 per acre, and the property will have good value in future. Terms, £1500 cash.	[740, 1236, 866, 1341]
ad-title: THIS SHEEP AND CATTLE FARM IS PRACTICALLY GIVEN AWAY.	[617, 56, 724, 83]
ad-text: TWO GOOD BRANDS OF BOOTS — FOR WINTER WEAR — THE STANDARD and THE PREMIER. QUALITY THE BEST.	[284, 566, 435, 593]
ad-text: ENQUIRE into these farms before it is too late. Apart from returns, there is great prospective value in both. They are the pick of the best dairying country on the coast.	[12, 1223, 138, 1268]
sub-heading: A GOING CONCERN.	[172, 1376, 246, 1385]
sub-heading: Owner Must give up on Account of Ill-Health.	[1003, 1224, 1092, 1241]
agent-sub: Phone 40. HAWERA. Box 167. Temporary Office opposite Central Hotel.	[995, 1444, 1100, 1470]
agent-name: N.Z. LOAN AND MERCANTILE AGENCY	[42, 559, 242, 570]
ad-title: FOR FARMERS;	[311, 550, 408, 564]
ad-item: 130 ACRES freehold; divided into 12 paddocks, up-to-date sheep-proof fences and well watered by streams; every paddock watered either by springs or concrete troughs with ball cock; no weeds or rushes; land is splendidly sheltered level and slightly undulating and in great heart; metal roads, 13 miles to all conveniences including railway; 8-roomed house, bath and wash house, phone; splendid plantations and shelter, orchard, 4000 gallon tank, large range sheds. We recommend this above anything in the Waikato, and feel confident that it will carry 75 dairy cows. PRICE £90 per acre; £3000 cash, or less to approved man, balance on 1st mortgage.	[12, 279, 272, 376]
ad-title: GLAXO!! GLAXO!! GLAXO!!	[992, 447, 1102, 457]
ad-title: DAIRY FARM BARGAINS.	[879, 42, 1098, 58]
